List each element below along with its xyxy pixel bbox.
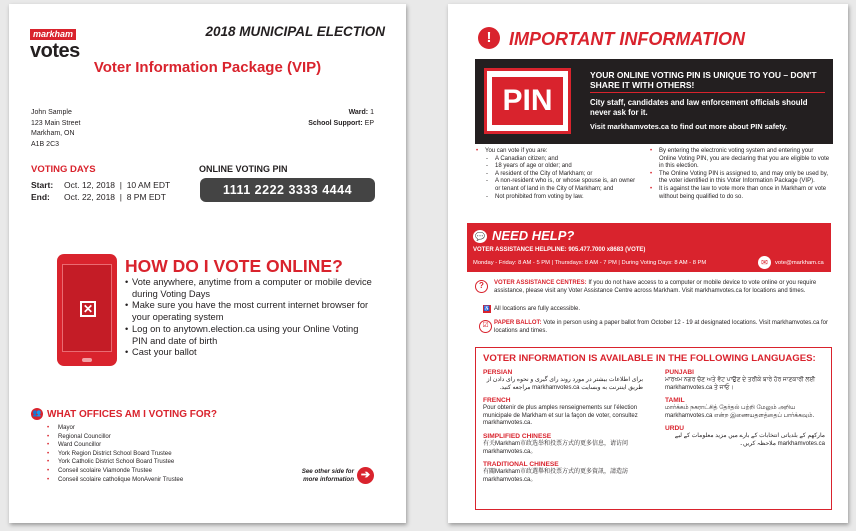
offices-title: WHAT OFFICES AM I VOTING FOR?	[47, 409, 217, 420]
online-pin-title: ONLINE VOTING PIN	[199, 164, 288, 174]
pin-logo-text: PIN	[492, 77, 563, 125]
pin-logo	[484, 68, 571, 134]
accessible-icon: ♿	[483, 306, 491, 312]
see-other-side	[279, 468, 354, 484]
language-text: برای اطلاعات بیشتر در مورد روند رای گیری و نحوه رای دادن از طریق اینترنت به وبسایت markhamvotes.ca مراجعه کنید.	[486, 377, 643, 391]
office-item: • Ward Councillor	[47, 441, 183, 450]
language-name: PERSIAN	[483, 369, 513, 376]
language-persian	[483, 369, 643, 392]
voter-name: John Sample	[31, 109, 72, 116]
exclamation-icon: !	[478, 27, 500, 49]
vac-text: If you do not have access to a computer or mobile device to vote online or you require assistance, please visit any Voter Assistance Centre across Markham. Visit markhamvotes.ca for locations and times.	[494, 280, 817, 294]
languages-box	[475, 347, 832, 510]
languages-title: VOTER INFORMATION IS AVAILABLE IN THE FOLLOWING LANGUAGES:	[483, 353, 816, 364]
paper-ballot-text: Vote in person using a paper ballot from October 12 - 19 at designated locations. Visit markhamvotes.ca for locations and times.	[494, 320, 828, 334]
end-value: Oct. 22, 2018 | 8 PM EDT	[64, 192, 166, 202]
school-support-label: School Support:	[308, 119, 363, 127]
voter-city: Markham, ON	[31, 130, 75, 137]
language-name: TRADITIONAL CHINESE	[483, 461, 559, 469]
language-text: 有關Markham市政選舉和投票方式的更多資訊，請造訪markhamvotes.ca。	[483, 469, 629, 483]
important-title: IMPORTANT INFORMATION	[509, 29, 745, 49]
language-urdu	[665, 425, 825, 448]
how-to-item: • Cast your ballot	[125, 347, 375, 359]
helpline-hours: Monday - Friday: 8 AM - 5 PM | Thursdays: 8 AM - 7 PM | During Voting Days: 8 AM - 8 PM	[473, 260, 707, 266]
help-email[interactable]: vote@markham.ca	[775, 260, 824, 266]
online-pin-value: 1111 2222 3333 4444	[200, 178, 375, 202]
language-name: FRENCH	[483, 397, 511, 405]
how-to-vote-list	[125, 277, 375, 359]
declarations-list	[650, 148, 830, 201]
voter-postal: A1B 2C3	[31, 140, 60, 148]
helpline: VOTER ASSISTANCE HELPLINE: 905.477.7000 x8683 (VOTE)	[473, 247, 646, 253]
ward-label: Ward:	[348, 109, 369, 116]
pin-para2: Visit markhamvotes.ca to find out more about PIN safety.	[590, 122, 788, 131]
how-to-vote-title: HOW DO I VOTE ONLINE?	[125, 256, 343, 276]
language-simplified-chinese	[483, 433, 643, 456]
pin-para: City staff, candidates and law enforcement officials should never ask for it.	[590, 98, 808, 117]
language-name: URDU	[665, 425, 685, 433]
voting-end	[31, 192, 166, 202]
voting-start	[31, 180, 170, 190]
see-other-line2: more information	[303, 476, 354, 483]
language-punjabi	[665, 369, 825, 392]
logo-markham: markham	[30, 29, 76, 40]
eligibility-item: - Not prohibited from voting by law.	[475, 194, 640, 202]
arrow-right-icon[interactable]: ➔	[357, 467, 374, 484]
voter-assistance-centres	[494, 280, 830, 295]
start-label: Start:	[31, 180, 54, 190]
markham-votes-logo	[30, 24, 90, 60]
language-text: مارکھم کے بلدیاتی انتخابات کے بارے میں مزید معلومات کے لیے markhamvotes.ca ملاحظہ کریں۔	[674, 433, 825, 447]
language-name: PUNJABI	[665, 369, 694, 376]
how-to-item: • Vote anywhere, anytime from a computer or mobile device during Voting Days	[125, 277, 375, 300]
ward-info	[239, 108, 374, 129]
pin-safety-banner	[475, 59, 833, 144]
ballot-box-icon: ☑	[479, 320, 492, 333]
question-icon: ?	[475, 280, 488, 293]
language-text: மார்க்கம் நகராட்சித் தேர்தல் பற்றி மேலும் அறிய markhamvotes.ca என்ற இணையதளத்தைப் பார்க்கவும்.	[665, 405, 815, 419]
office-item: • Mayor	[47, 424, 183, 433]
pin-heading: YOUR ONLINE VOTING PIN IS UNIQUE TO YOU – DON'T SHARE IT WITH OTHERS!	[590, 70, 825, 93]
election-title: 2018 MUNICIPAL ELECTION	[205, 24, 385, 39]
paper-ballot	[494, 320, 830, 335]
eligibility-item: - 18 years of age or older; and	[475, 163, 640, 171]
eligibility-item: - A resident of the City of Markham; or	[475, 171, 640, 179]
school-support-value: EP	[364, 119, 374, 127]
languages-right-column	[665, 369, 825, 454]
eligibility-item: - A non-resident who is, or whose spouse is, an owner or tenant of land in the City of Markham; and	[475, 178, 640, 193]
vac-label: VOTER ASSISTANCE CENTRES:	[494, 280, 587, 286]
need-help-box	[467, 223, 831, 272]
end-label: End:	[31, 192, 50, 202]
languages-left-column	[483, 369, 643, 489]
vip-front-page	[9, 4, 406, 523]
how-to-item: • Make sure you have the most current internet browser for your operating system	[125, 300, 375, 323]
office-item: • York Region District School Board Trustee	[47, 450, 183, 459]
ward-value: 1	[370, 109, 374, 116]
how-to-item: • Log on to anytown.election.ca using your Online Voting PIN and date of birth	[125, 324, 375, 347]
people-icon: 👥	[31, 408, 43, 420]
declaration-item: • By entering the electronic voting system and entering your Online Voting PIN, you are declaring that you are eligible to vote in this election.	[650, 148, 830, 171]
language-french	[483, 397, 643, 428]
language-name: TAMIL	[665, 397, 685, 405]
vip-back-page	[448, 4, 848, 523]
phone-button	[82, 358, 92, 362]
ballot-x-icon: ✕	[80, 301, 96, 317]
eligibility-item: - A Canadian citizen; and	[475, 156, 640, 164]
phone-screen	[62, 264, 112, 352]
vip-title: Voter Information Package (VIP)	[93, 59, 322, 76]
language-traditional-chinese	[483, 461, 643, 484]
voter-street: 123 Main Street	[31, 119, 81, 127]
mail-icon: ✉	[758, 256, 771, 269]
need-help-title: NEED HELP?	[492, 228, 575, 243]
office-item: • Conseil scolaire Viamonde Trustee	[47, 467, 183, 476]
office-item: • Regional Councillor	[47, 433, 183, 442]
start-value: Oct. 12, 2018 | 10 AM EDT	[64, 180, 171, 190]
chat-bubble-icon: 💬	[473, 230, 487, 243]
logo-votes: votes	[30, 40, 80, 62]
language-text: ਮਾਰਖਮ ਨਗਰ ਚੋਣ ਅਤੇ ਵੋਟ ਪਾਉਣ ਦੇ ਤਰੀਕੇ ਬਾਰੇ ਹੋਰ ਜਾਣਕਾਰੀ ਲਈ markhamvotes.ca ਤੇ ਜਾਓ।	[665, 377, 816, 391]
see-other-line1: See other side for	[301, 468, 354, 475]
pin-safety-text	[590, 70, 825, 132]
eligibility-list	[475, 148, 640, 201]
eligibility-intro: • You can vote if you are:	[475, 148, 640, 156]
declaration-item: • The Online Voting PIN is assigned to, and may only be used by, the voter identified in this Voter Information Package (VIP).	[650, 171, 830, 186]
language-tamil	[665, 397, 825, 420]
mobile-ballot-icon	[57, 254, 117, 366]
voting-days-title: VOTING DAYS	[31, 164, 96, 175]
language-name: SIMPLIFIED CHINESE	[483, 432, 552, 440]
paper-ballot-label: PAPER BALLOT:	[494, 320, 542, 326]
offices-list	[47, 424, 183, 484]
language-text: 有关Markham市政选举和投票方式的更多信息，请访问markhamvotes.ca。	[483, 440, 629, 455]
accessible-note: All locations are fully accessible.	[494, 306, 581, 312]
mailing-address	[31, 108, 80, 150]
declaration-item: • It is against the law to vote more than once in Markham or vote without being qualified to do so.	[650, 186, 830, 201]
office-item: • York Catholic District School Board Trustee	[47, 458, 183, 467]
office-item: • Conseil scolaire catholique MonAvenir Trustee	[47, 476, 183, 485]
language-text: Pour obtenir de plus amples renseignements sur l’élection municipale de Markham et sur la façon de voter, consultez markhamvotes.ca.	[483, 405, 638, 427]
